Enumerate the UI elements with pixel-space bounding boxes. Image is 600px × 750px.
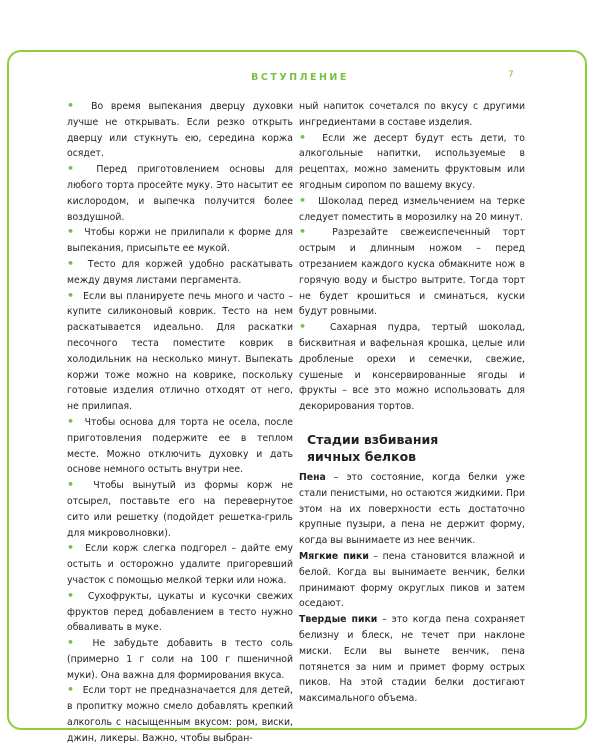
bullet-icon: •	[67, 288, 84, 302]
tip-paragraph	[67, 683, 293, 746]
tip-paragraph	[67, 225, 293, 257]
section-heading-line-1: Стадии взбивания	[307, 431, 439, 447]
tip-paragraph	[67, 415, 293, 478]
tip-text: Чтобы вынутый из формы корж не отсырел, поставьте его на перевернутое сито или решетку (подойдет решетка-гриль для микроволновки).	[67, 480, 294, 539]
left-column	[67, 99, 293, 747]
bullet-icon: •	[67, 414, 85, 428]
tip-paragraph	[299, 320, 525, 415]
bullet-icon: •	[67, 162, 97, 176]
tips-list-continued	[299, 99, 525, 415]
tip-text: Сахарная пудра, тертый шоколад, бисквитная и вафельная крошка, целые или дробленые орехи и семечки, свежие, сушеные и консервированные ягоды и фрукты – все это можно использовать для декорирования тортов.	[299, 322, 525, 413]
stage-text: – это когда пена сохраняет белизну и блеск, не течет при наклоне миски. Если вы вынете венчик, пена потянется за ним и примет форму острых пиков. На этой стадии белки достигают максимального объема.	[299, 614, 526, 705]
tip-text: Разрезайте свежеиспеченный торт острым и длинным ножом – перед отрезанием каждого куска обмакните нож в горячую воду и быстро вытрите. Тогда торт не будет крошиться и сминаться, куски будут ровными.	[299, 227, 525, 318]
stage-paragraph	[299, 612, 525, 707]
tip-text: Не забудьте добавить в тесто соль (примерно 1 г соли на 100 г пшеничной муки). Она важна для формирования вкуса.	[67, 638, 293, 681]
section-heading	[307, 431, 525, 465]
bullet-icon: •	[67, 256, 88, 270]
bullet-icon: •	[299, 130, 323, 144]
stage-text: – пена становится влажной и белой. Когда вы вынимаете венчик, белки принимают форму округлых пиков и затем оседают.	[299, 550, 525, 610]
bullet-icon: •	[67, 225, 85, 239]
tip-paragraph	[67, 289, 293, 415]
tip-text: Если вы планируете печь много и часто – купите силиконовый коврик. Тесто на нем раскатывается идеально. Для раскатки песочного теста поместите коврик в холодильник на несколько минут. Выпекать коржи тоже можно на коврике, поскольку готовые изделия отлично отходят от него, не прилипая.	[67, 290, 293, 413]
bullet-icon: •	[67, 588, 88, 602]
tip-paragraph	[67, 589, 293, 636]
tip-text: Если же десерт будут есть дети, то алкогольные напитки, используемые в рецептах, можно заменить фруктовым или ягодным сиропом по вашему вкусу.	[299, 132, 525, 191]
bullet-icon: •	[67, 541, 86, 555]
tip-text: Перед приготовлением основы для любого торта просейте муку. Это насытит ее кислородом, и выпечка получится более воздушной.	[67, 164, 293, 223]
tip-text: Если торт не предназначается для детей, в пропитку можно смело добавлять крепкий алкоголь с насыщенным вкусом: ром, виски, джин, ликеры. Важно, чтобы выбран-	[67, 685, 294, 744]
tip-paragraph	[67, 541, 293, 588]
right-column	[299, 99, 525, 707]
stage-term: Мягкие пики	[299, 550, 369, 562]
tip-text: Тесто для коржей удобно раскатывать между двумя листами пергамента.	[67, 258, 293, 286]
tip-text: Шоколад перед измельчением на терке следует поместить в морозилку на 20 минут.	[299, 195, 525, 223]
stage-text: – это состояние, когда белки уже стали пенистыми, но остаются жидкими. При этом на их поверхности есть достаточно крупные пузыри, а пена не держит форму, когда вы вынимаете из нее венчик.	[299, 471, 525, 547]
tip-text: Чтобы основа для торта не осела, после приготовления подержите ее в теплом месте. Можно отключить духовку и дать основе немного остыть внутри нее.	[67, 416, 293, 476]
bullet-icon: •	[67, 478, 94, 492]
tip-text: Во время выпекания дверцу духовки лучше не открывать. Если резко открыть дверцу или стукнуть ею, середина коржа осядет.	[67, 101, 293, 160]
bullet-icon: •	[299, 320, 331, 334]
chapter-title: ВСТУПЛЕНИЕ	[251, 72, 349, 83]
bullet-icon: •	[299, 225, 333, 239]
tip-paragraph	[67, 257, 293, 289]
tip-text: Чтобы коржи не прилипали к форме для выпекания, присыпьте ее мукой.	[67, 227, 293, 255]
tip-paragraph	[67, 99, 293, 162]
tip-paragraph	[299, 194, 525, 226]
section-heading-line-2: яичных белков	[307, 448, 417, 464]
tip-paragraph	[299, 225, 525, 320]
stage-paragraph	[299, 470, 525, 549]
bullet-icon: •	[67, 683, 83, 697]
stage-term: Твердые пики	[299, 614, 378, 626]
tip-paragraph	[299, 99, 525, 131]
tip-text: Сухофрукты, цукаты и кусочки свежих фруктов перед добавлением в тесто нужно обваливать в муке.	[67, 590, 293, 634]
tip-paragraph	[67, 162, 293, 225]
page-number: 7	[508, 70, 514, 80]
stages-list	[299, 470, 525, 707]
tip-paragraph	[67, 478, 293, 541]
stage-paragraph	[299, 549, 525, 612]
stage-term: Пена	[299, 471, 326, 483]
tip-text: ный напиток сочетался по вкусу с другими ингредиентами в составе изделия.	[299, 101, 525, 128]
bullet-icon: •	[67, 636, 93, 650]
tip-text: Если корж слегка подгорел – дайте ему остыть и осторожно удалите пригоревший участок с помощью мелкой терки или ножа.	[67, 543, 293, 586]
bullet-icon: •	[67, 99, 92, 112]
bullet-icon: •	[299, 193, 319, 207]
tip-paragraph	[299, 131, 525, 194]
tip-paragraph	[67, 636, 293, 683]
